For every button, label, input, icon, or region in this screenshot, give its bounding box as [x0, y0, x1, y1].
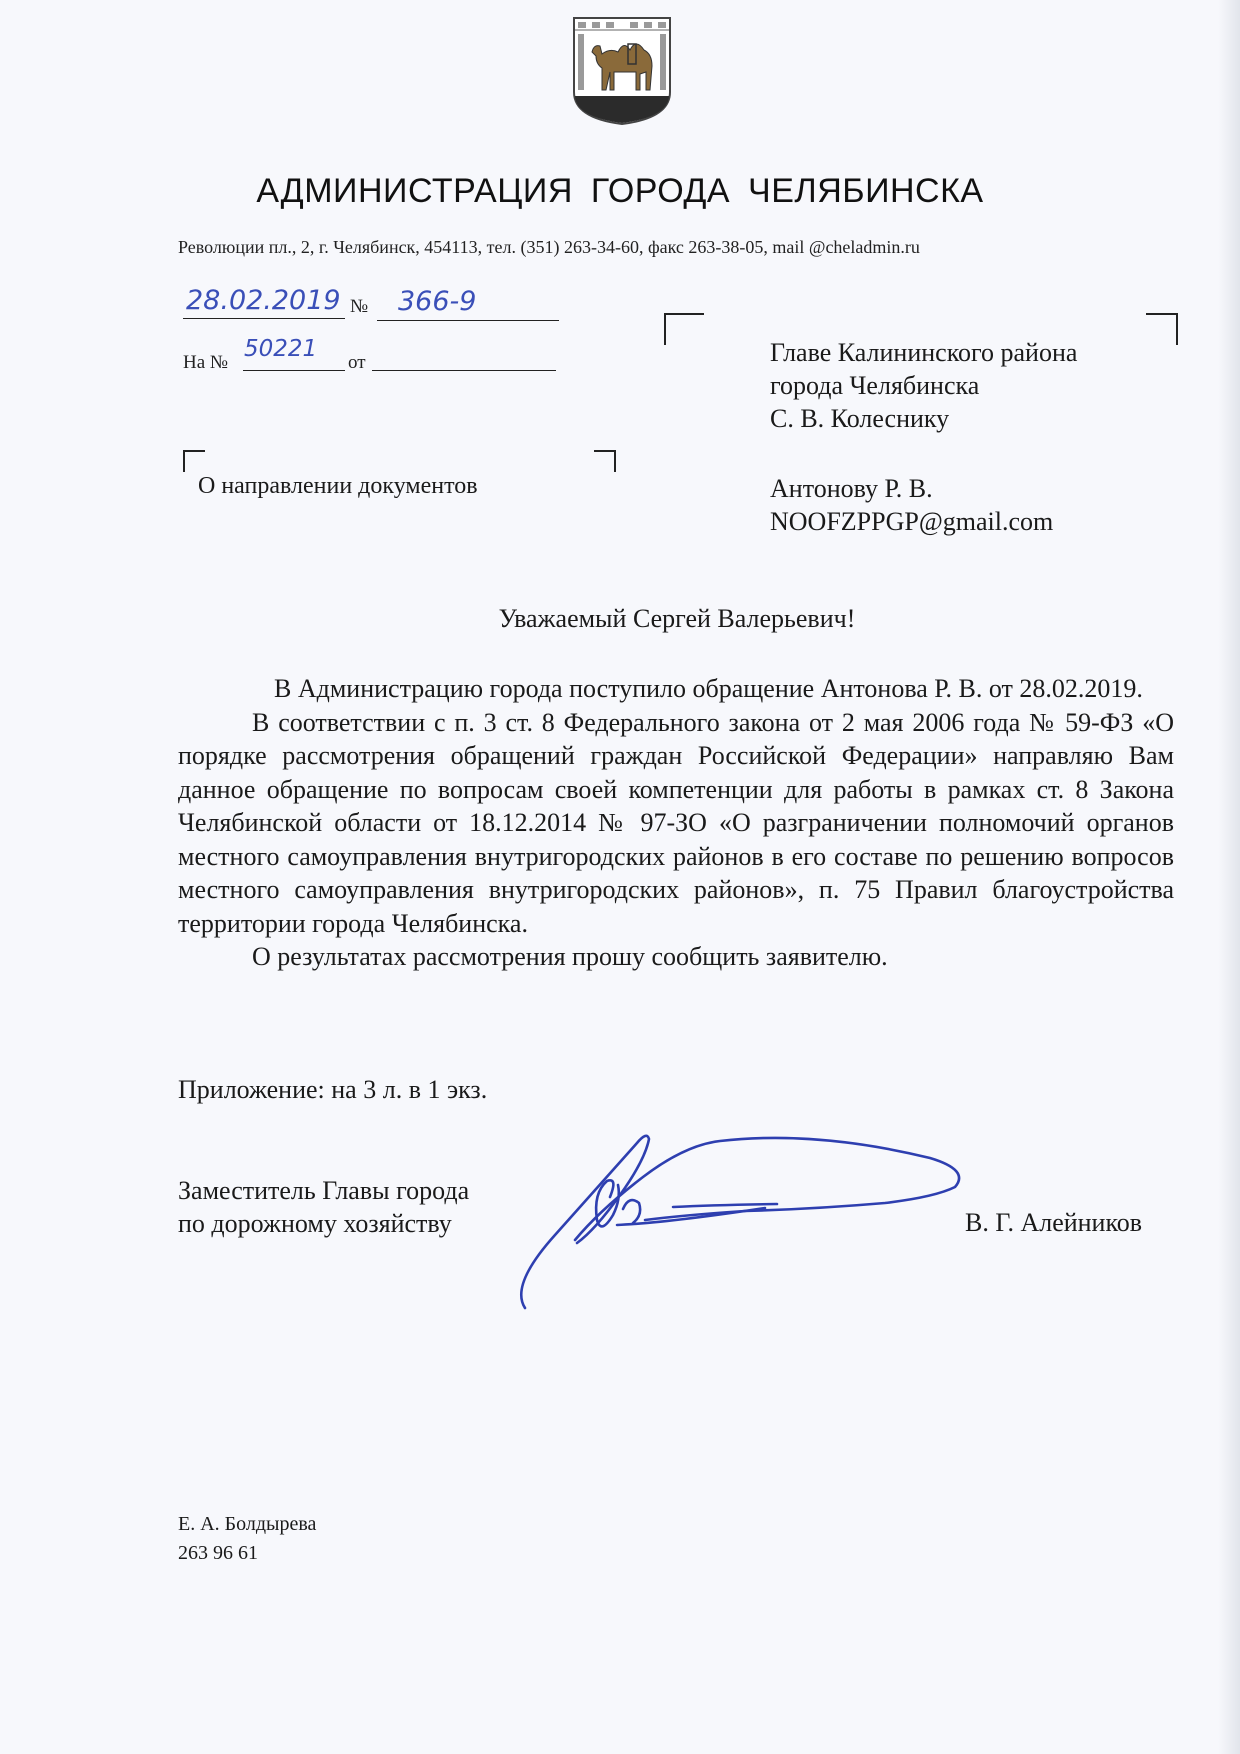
letter-body	[178, 672, 1174, 974]
recipient-block	[770, 472, 1053, 538]
executor-block	[178, 1510, 316, 1568]
salutation: Уважаемый Сергей Валерьевич!	[498, 604, 856, 633]
addressee-corner-right	[1146, 313, 1178, 345]
addressee-line: Главе Калининского района	[770, 338, 1078, 367]
reply-number: 50221	[244, 336, 318, 362]
recipient-name: Антонову Р. В.	[770, 474, 933, 503]
coat-of-arms-icon	[570, 14, 674, 126]
addressee-line: С. В. Колеснику	[770, 404, 950, 433]
subject-corner-right	[594, 450, 616, 472]
reply-date-label: от	[348, 352, 366, 373]
reply-number-label: На №	[183, 352, 229, 373]
signer-name: В. Г. Алейников	[965, 1208, 1143, 1237]
body-paragraph: В Администрацию города поступило обращение Антонова Р. В. от 28.02.2019.	[274, 674, 1143, 703]
signer-position-line: Заместитель Главы города	[178, 1176, 470, 1205]
registration-number: 366-9	[398, 286, 477, 317]
addressee-block	[770, 336, 1077, 435]
letter-subject: О направлении документов	[198, 473, 478, 499]
attachment-note: Приложение: на 3 л. в 1 экз.	[178, 1075, 488, 1104]
subject-corner-left	[183, 450, 205, 472]
reply-date-line	[372, 340, 556, 371]
signer-position-line: по дорожному хозяйству	[178, 1209, 452, 1238]
organization-title: АДМИНИСТРАЦИЯ ГОРОДА ЧЕЛЯБИНСКА	[256, 172, 984, 210]
addressee-corner-left	[664, 313, 704, 345]
recipient-email: NOOFZPPGP@gmail.com	[770, 507, 1054, 536]
number-label: №	[350, 296, 369, 317]
organization-address: Революции пл., 2, г. Челябинск, 454113, тел. (351) 263-34-60, факс 263-38-05, mail @cheladmin.ru	[178, 237, 920, 257]
executor-name: Е. А. Болдырева	[178, 1513, 317, 1535]
executor-phone: 263 96 61	[178, 1542, 258, 1564]
signer-position	[178, 1174, 469, 1240]
body-paragraph: О результатах рассмотрения прошу сообщить заявителю.	[252, 942, 888, 971]
registration-date: 28.02.2019	[186, 285, 341, 316]
addressee-line: города Челябинска	[770, 371, 980, 400]
handwritten-signature	[515, 1125, 1025, 1320]
body-paragraph: В соответствии с п. 3 ст. 8 Федерального закона от 2 мая 2006 года № 59-ФЗ «О порядке рассмотрения обращений граждан Российской Федерации» направляю Вам данное обращение по вопросам своей компетенции для работы в рамках ст. 8 Закона Челябинской области от 18.12.2014 № 97-ЗО «О разграничении полномочий органов местного самоуправления внутригородских районов в его составе по решению вопросов местного самоуправления внутригородских районов», п. 75 Правил благоустройства территории города Челябинска.	[178, 707, 1174, 938]
